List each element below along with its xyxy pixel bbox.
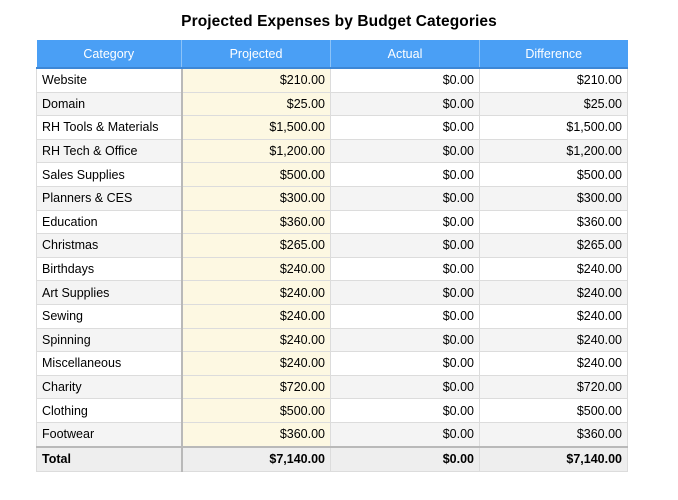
cell-category[interactable]: Charity — [37, 375, 182, 399]
table-row — [37, 92, 628, 116]
cell-category[interactable]: Birthdays — [37, 257, 182, 281]
cell-difference[interactable]: $300.00 — [480, 186, 628, 210]
cell-projected[interactable]: $500.00 — [182, 163, 331, 187]
cell-projected[interactable]: $1,200.00 — [182, 139, 331, 163]
cell-category[interactable]: Christmas — [37, 234, 182, 258]
cell-actual[interactable]: $0.00 — [331, 375, 480, 399]
table-row — [37, 234, 628, 258]
cell-actual[interactable]: $0.00 — [331, 422, 480, 446]
cell-difference[interactable]: $1,500.00 — [480, 116, 628, 140]
cell-actual[interactable]: $0.00 — [331, 163, 480, 187]
table-row — [37, 139, 628, 163]
cell-actual[interactable]: $0.00 — [331, 68, 480, 92]
cell-difference[interactable]: $265.00 — [480, 234, 628, 258]
cell-category[interactable]: Education — [37, 210, 182, 234]
cell-actual[interactable]: $0.00 — [331, 304, 480, 328]
total-difference[interactable]: $7,140.00 — [480, 447, 628, 472]
table-row — [37, 116, 628, 140]
expenses-table — [36, 40, 628, 472]
cell-actual[interactable]: $0.00 — [331, 352, 480, 376]
column-header-category[interactable]: Category — [37, 40, 182, 68]
cell-difference[interactable]: $240.00 — [480, 304, 628, 328]
page-title: Projected Expenses by Budget Categories — [181, 13, 497, 30]
table-row — [37, 352, 628, 376]
cell-projected[interactable]: $720.00 — [182, 375, 331, 399]
cell-category[interactable]: Domain — [37, 92, 182, 116]
cell-difference[interactable]: $240.00 — [480, 328, 628, 352]
table-row — [37, 422, 628, 446]
cell-difference[interactable]: $360.00 — [480, 210, 628, 234]
table-row — [37, 186, 628, 210]
cell-projected[interactable]: $300.00 — [182, 186, 331, 210]
table-row — [37, 304, 628, 328]
cell-projected[interactable]: $1,500.00 — [182, 116, 331, 140]
total-actual[interactable]: $0.00 — [331, 447, 480, 472]
column-header-actual[interactable]: Actual — [331, 40, 480, 68]
column-header-difference[interactable]: Difference — [480, 40, 628, 68]
cell-category[interactable]: Miscellaneous — [37, 352, 182, 376]
cell-projected[interactable]: $240.00 — [182, 257, 331, 281]
cell-projected[interactable]: $240.00 — [182, 328, 331, 352]
cell-actual[interactable]: $0.00 — [331, 116, 480, 140]
cell-category[interactable]: Spinning — [37, 328, 182, 352]
cell-category[interactable]: RH Tech & Office — [37, 139, 182, 163]
cell-difference[interactable]: $240.00 — [480, 281, 628, 305]
table-row — [37, 210, 628, 234]
column-header-projected[interactable]: Projected — [182, 40, 331, 68]
cell-actual[interactable]: $0.00 — [331, 92, 480, 116]
cell-category[interactable]: Sewing — [37, 304, 182, 328]
cell-actual[interactable]: $0.00 — [331, 399, 480, 423]
cell-actual[interactable]: $0.00 — [331, 257, 480, 281]
cell-category[interactable]: Website — [37, 68, 182, 92]
cell-projected[interactable]: $265.00 — [182, 234, 331, 258]
cell-projected[interactable]: $360.00 — [182, 210, 331, 234]
cell-actual[interactable]: $0.00 — [331, 139, 480, 163]
cell-category[interactable]: Footwear — [37, 422, 182, 446]
cell-projected[interactable]: $210.00 — [182, 68, 331, 92]
cell-difference[interactable]: $240.00 — [480, 257, 628, 281]
cell-difference[interactable]: $210.00 — [480, 68, 628, 92]
header-row — [37, 40, 628, 68]
cell-difference[interactable]: $360.00 — [480, 422, 628, 446]
table-row — [37, 281, 628, 305]
cell-projected[interactable]: $240.00 — [182, 281, 331, 305]
cell-category[interactable]: Planners & CES — [37, 186, 182, 210]
table-body — [37, 68, 628, 447]
cell-projected[interactable]: $360.00 — [182, 422, 331, 446]
cell-category[interactable]: Clothing — [37, 399, 182, 423]
cell-projected[interactable]: $25.00 — [182, 92, 331, 116]
cell-category[interactable]: Sales Supplies — [37, 163, 182, 187]
cell-actual[interactable]: $0.00 — [331, 210, 480, 234]
cell-actual[interactable]: $0.00 — [331, 281, 480, 305]
table-row — [37, 399, 628, 423]
cell-difference[interactable]: $500.00 — [480, 163, 628, 187]
cell-difference[interactable]: $1,200.00 — [480, 139, 628, 163]
cell-difference[interactable]: $720.00 — [480, 375, 628, 399]
cell-projected[interactable]: $240.00 — [182, 352, 331, 376]
table-row — [37, 375, 628, 399]
total-row — [37, 447, 628, 472]
table-row — [37, 163, 628, 187]
cell-category[interactable]: RH Tools & Materials — [37, 116, 182, 140]
cell-difference[interactable]: $25.00 — [480, 92, 628, 116]
table-row — [37, 68, 628, 92]
total-projected[interactable]: $7,140.00 — [182, 447, 331, 472]
cell-difference[interactable]: $500.00 — [480, 399, 628, 423]
total-label[interactable]: Total — [37, 447, 182, 472]
cell-category[interactable]: Art Supplies — [37, 281, 182, 305]
table-row — [37, 257, 628, 281]
cell-actual[interactable]: $0.00 — [331, 328, 480, 352]
cell-actual[interactable]: $0.00 — [331, 186, 480, 210]
cell-projected[interactable]: $240.00 — [182, 304, 331, 328]
cell-difference[interactable]: $240.00 — [480, 352, 628, 376]
table-row — [37, 328, 628, 352]
cell-projected[interactable]: $500.00 — [182, 399, 331, 423]
cell-actual[interactable]: $0.00 — [331, 234, 480, 258]
